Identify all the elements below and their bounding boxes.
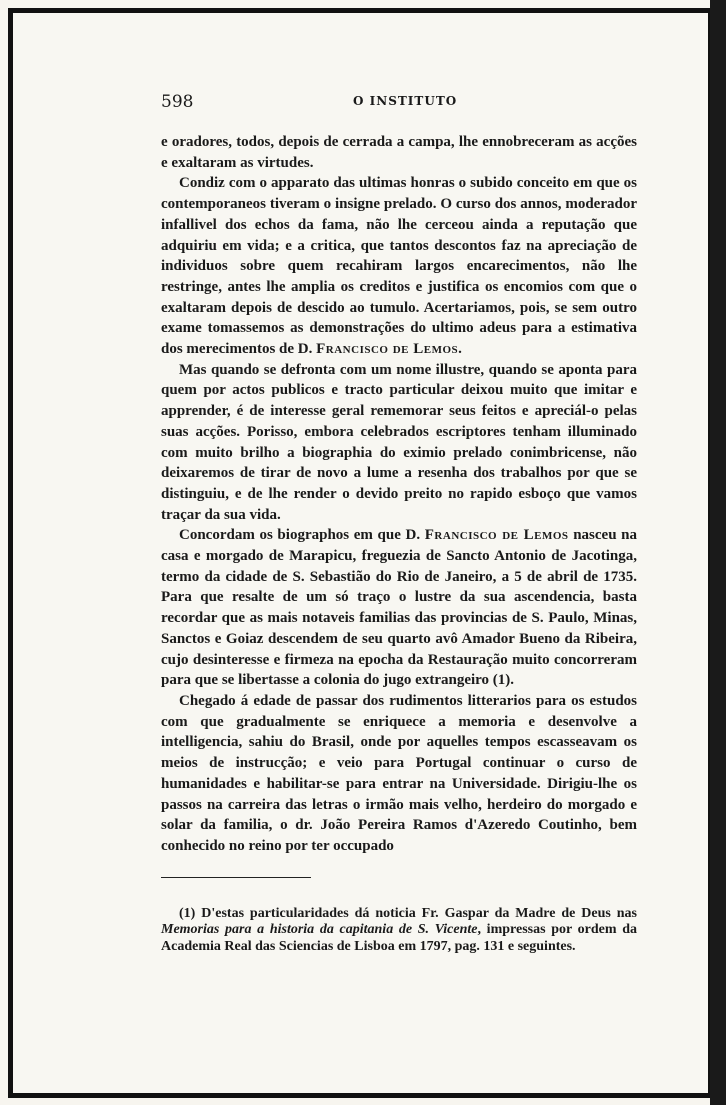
paragraph-text: Mas quando se defronta com um nome illustre, quando se aponta para quem por actos publicos e tracto particular deixou muito que imitar e apprender, é de interesse geral rememorar seus feitos e apreciál-o pelas suas acções. Porisso, embora celebrados escriptores tenham illuminado com muito brilho a biographia do eximio prelado conimbricense, não deixaremos de tirar de novo a lume a resenha dos trabalhos por que se distinguiu, e de lhe render o devido preito no rapido esboço que vamos traçar da sua vida.: [161, 361, 637, 523]
paragraph-text: .: [458, 341, 462, 358]
paragraph: [161, 360, 637, 526]
footnote-paragraph: [161, 906, 637, 956]
scan-edge: [710, 0, 726, 1105]
paragraph-text: nasceu na casa e morgado de Marapicu, freguezia de Sancto Antonio de Jacotinga, termo da cidade de S. Sebastião do Rio de Janeiro, a 5 de abril de 1735. Para que resalte de um só traço o lustre da sua ascendencia, basta recordar que as mais notaveis familias das provincias de S. Paulo, Minas, Sanctos e Goiaz descendem de seu quarto avô Amador Bueno da Ribeira, cujo desinteresse e firmeza na epocha da Restauração muito concorreram para que se libertasse a colonia do jugo extrangeiro (1).: [161, 527, 638, 689]
cited-title: Memorias para a historia da capitania de S. Vicente: [161, 922, 478, 938]
person-name: Francisco de Lemos: [424, 527, 569, 544]
footnote-text: , impressas por ordem da Academia Real das Sciencias de Lisboa em 1797, pag. 131 e seguintes.: [161, 922, 637, 954]
body-text: [161, 132, 637, 857]
footnote-rule: [161, 877, 311, 878]
paragraph-text: e oradores, todos, depois de cerrada a campa, lhe ennobreceram as acções e exaltaram as virtudes.: [161, 134, 637, 171]
paragraph: [161, 173, 637, 359]
page-number: 598: [161, 92, 194, 112]
person-name: Francisco de Lemos: [316, 341, 459, 358]
footnote: [161, 906, 637, 956]
page-header: [161, 92, 637, 116]
paragraph: [161, 691, 637, 857]
paragraph-text: Concordam os biographos em que D.: [179, 527, 421, 544]
paragraph-text: Chegado á edade de passar dos rudimentos litterarios para os estudos com que gradualmente se enriquece a memoria e desenvolve a intelligencia, sahiu do Brasil, onde por aquelles tempos escasseavam os meios de instrucção; e veio para Portugal continuar o curso de humanidades e habilitar-se para entrar na Universidade. Dirigiu-lhe os passos na carreira das letras o irmão mais velho, herdeiro do morgado e solar da familia, o dr. João Pereira Ramos d'Azeredo Coutinho, bem conhecido no reino por ter occupado: [161, 692, 637, 854]
footnote-text: (1) D'estas particularidades dá noticia Fr. Gaspar da Madre de Deus nas: [179, 905, 637, 921]
paragraph-text: Condiz com o apparato das ultimas honras o subido conceito em que os contemporaneos tiveram o insigne prelado. O curso dos annos, moderador infallivel dos echos da fama, não lhe cerceou ainda a reputação que adquiriu em vida; e a critica, que tantos descontos faz na apreciação de individuos sobre quem recahiram largos encarecimentos, não lhe restringe, antes lhe amplia os creditos e justifica os encomios com que o exaltaram depois de descido ao tumulo. Acertariamos, pois, se sem outro exame tomassemos as demonstrações do ultimo adeus para a estimativa dos merecimentos de D.: [161, 175, 637, 358]
paragraph: [161, 525, 637, 691]
running-head: O INSTITUTO: [353, 94, 458, 108]
document-page: [161, 92, 637, 955]
paragraph: [161, 132, 637, 173]
